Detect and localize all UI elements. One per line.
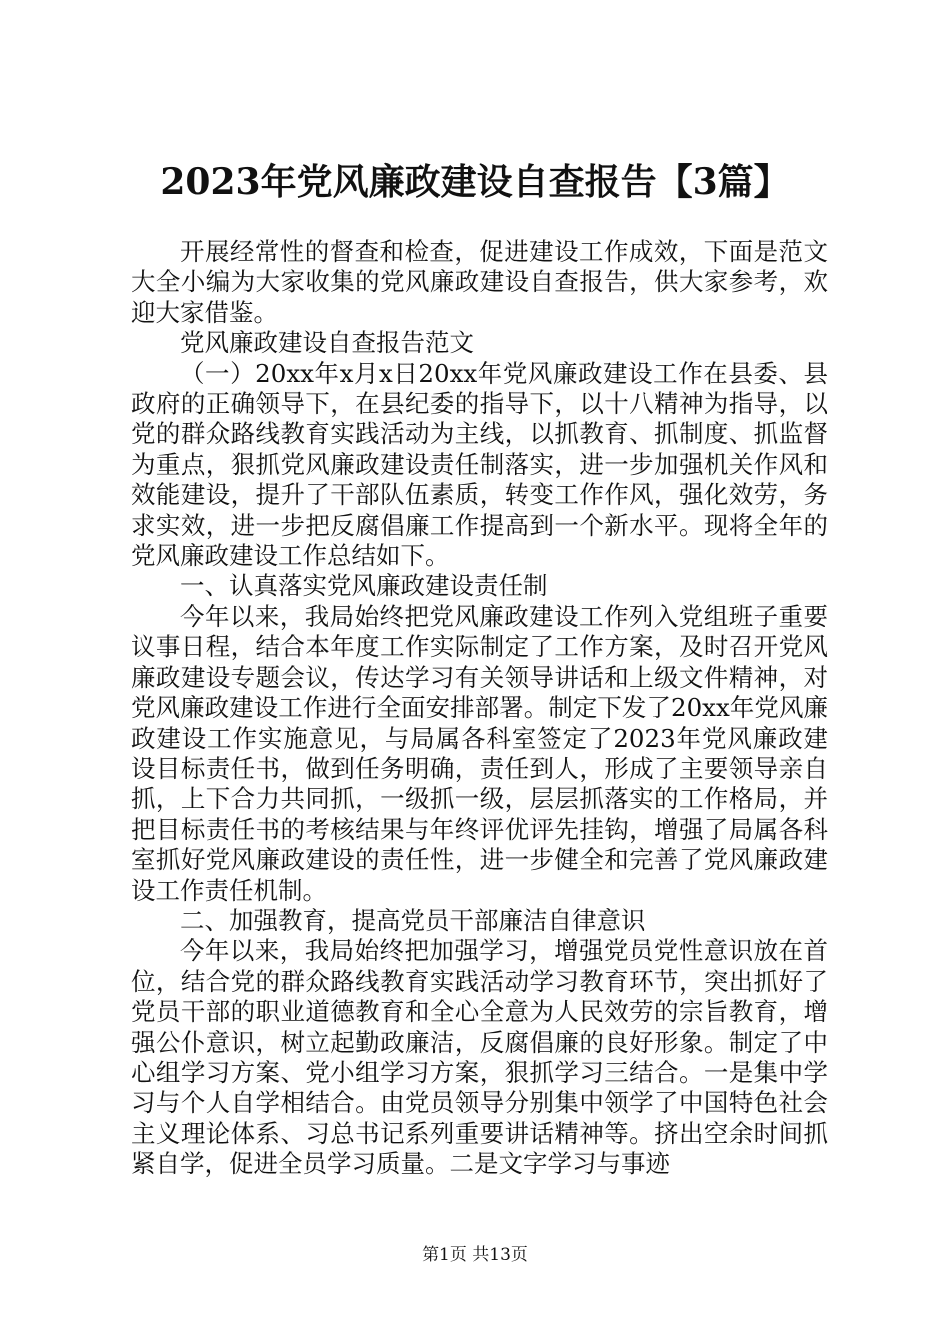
section-heading: 一、认真落实党风廉政建设责任制: [180, 571, 548, 601]
body-paragraph: 今年以来，我局始终把加强学习，增强党员党性意识放在首位，结合党的群众路线教育实践活动学习教育环节，突出抓好了党员干部的职业道德教育和全心全意为人民效劳的宗旨教育，增强公仆意识，树立起勤政廉洁，反腐倡廉的良好形象。制定了中心组学习方案、党小组学习方案，狠抓学习三结合。一是集中学习与个人自学相结合。由党员领导分别集中领学了中国特色社会主义理论体系、习总书记系列重要讲话精神等。挤出空余时间抓紧自学，促进全员学习质量。二是文字学习与事迹: [131, 936, 828, 1179]
document-body: [131, 237, 828, 1180]
section-heading: 党风廉政建设自查报告范文: [180, 328, 474, 358]
body-paragraph: 今年以来，我局始终把党风廉政建设工作列入党组班子重要议事日程，结合本年度工作实际制定了工作方案，及时召开党风廉政建设专题会议，传达学习有关领导讲话和上级文件精神，对党风廉政建设工作进行全面安排部署。制定下发了20xx年党风廉政建设工作实施意见，与局属各科室签定了2023年党风廉政建设目标责任书，做到任务明确，责任到人，形成了主要领导亲自抓，上下合力共同抓，一级抓一级，层层抓落实的工作格局，并把目标责任书的考核结果与年终评优评先挂钩，增强了局属各科室抓好党风廉政建设的责任性，进一步健全和完善了党风廉政建设工作责任机制。: [131, 601, 828, 905]
section-heading: 二、加强教育，提高党员干部廉洁自律意识: [180, 905, 646, 935]
page-footer: 第1页 共13页: [422, 1245, 528, 1265]
body-paragraph: （一）20xx年x月x日20xx年党风廉政建设工作在县委、县政府的正确领导下，在县纪委的指导下，以十八精神为指导，以党的群众路线教育实践活动为主线，以抓教育、抓制度、抓监督为重点，狠抓党风廉政建设责任制落实，进一步加强机关作风和效能建设，提升了干部队伍素质，转变工作作风，强化效劳，务求实效，进一步把反腐倡廉工作提高到一个新水平。现将全年的党风廉政建设工作总结如下。: [131, 358, 828, 571]
document-title: 2023年党风廉政建设自查报告【3篇】: [160, 161, 790, 203]
intro-paragraph: 开展经常性的督查和检查，促进建设工作成效，下面是范文大全小编为大家收集的党风廉政建设自查报告，供大家参考，欢迎大家借鉴。: [131, 237, 828, 327]
